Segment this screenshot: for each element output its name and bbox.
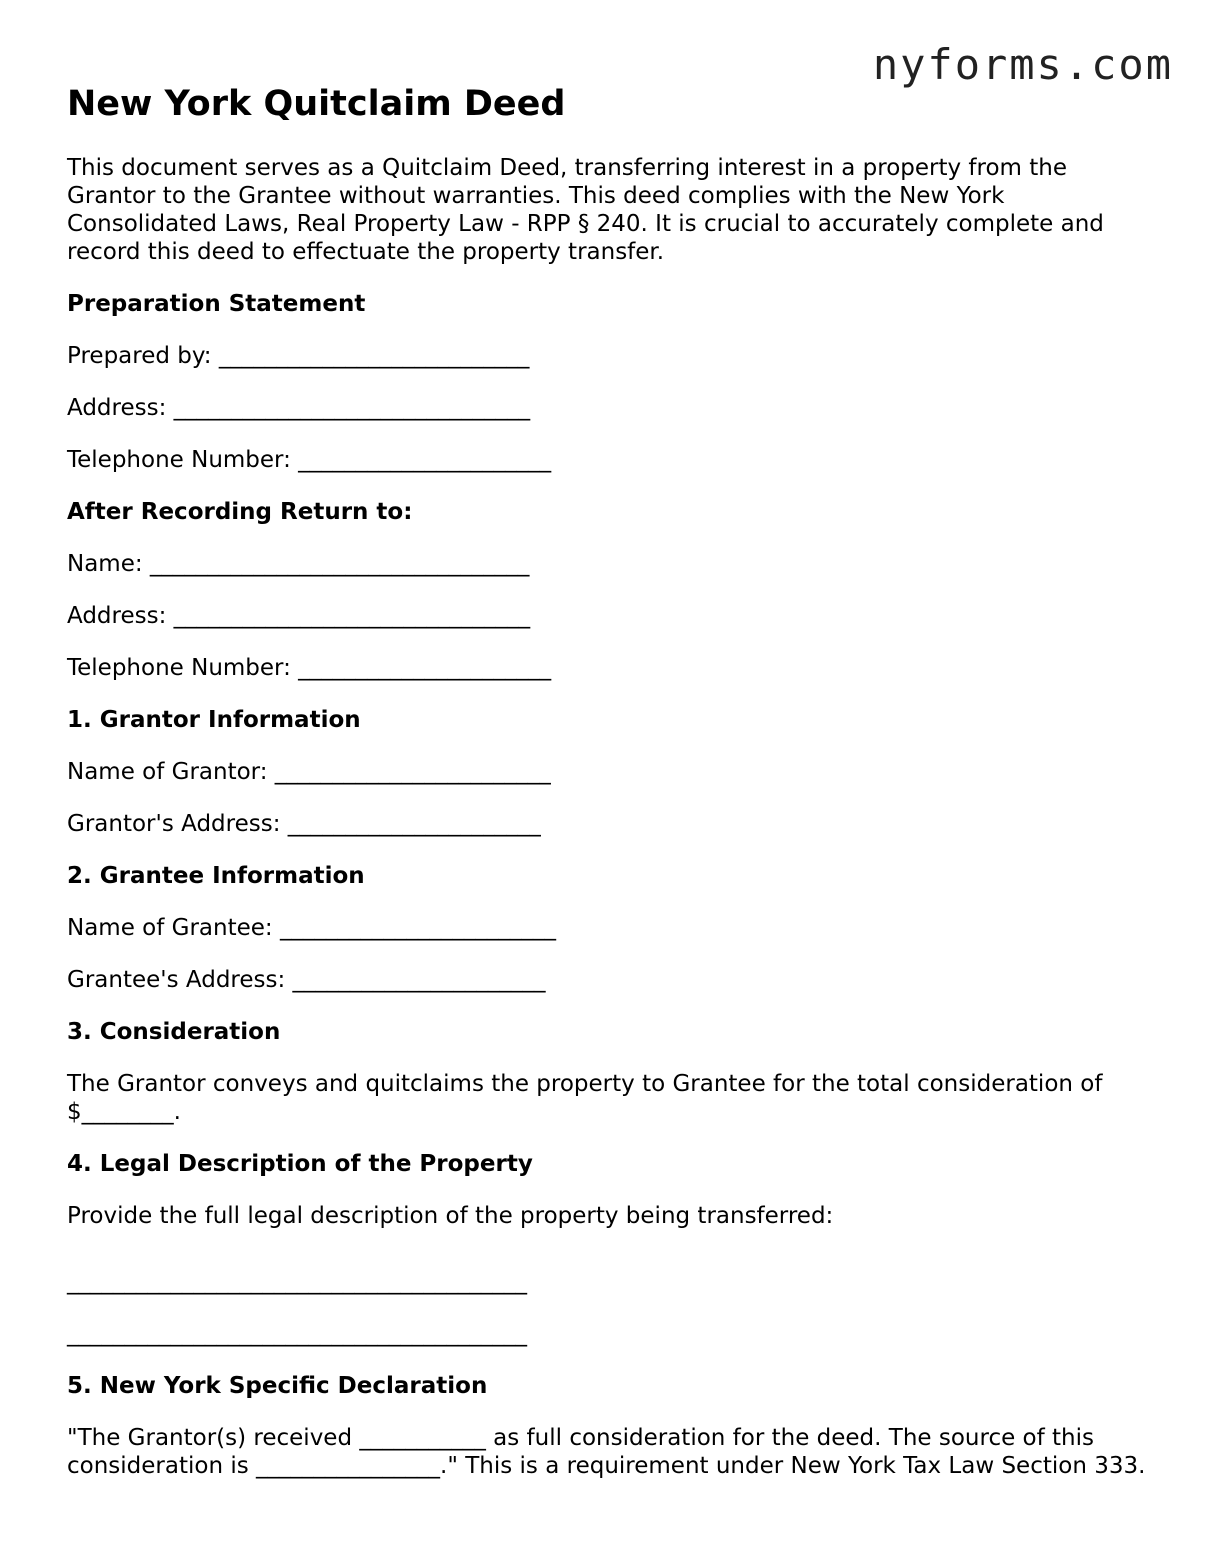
return-name-field[interactable]: Name: _________________________________ (67, 551, 530, 577)
page-title: New York Quitclaim Deed (67, 84, 566, 124)
legal-description-line-1[interactable]: ________________________________________ (67, 1269, 527, 1295)
grantee-name-field[interactable]: Name of Grantee: ________________________ (67, 915, 556, 941)
intro-paragraph: This document serves as a Quitclaim Deed, transferring interest in a property from the Grantor to the Grantee without warranties. This deed complies with the New York Consolidated Laws, Real Property Law - RPP § 240. It is crucial to accurately complete and record this deed to effectuate the property transfer. (67, 155, 1104, 265)
legal-description-text: Provide the full legal description of the property being transferred: (67, 1203, 834, 1229)
return-telephone-field[interactable]: Telephone Number: ______________________ (67, 655, 552, 681)
return-address-field[interactable]: Address: _______________________________ (67, 603, 531, 629)
return-to-heading: After Recording Return to: (67, 499, 413, 525)
declaration-text[interactable]: "The Grantor(s) received ___________ as full consideration for the deed. The source of this consideration is ________________." This is a requirement under New York Tax Law Section 333. (67, 1425, 1146, 1479)
grantor-name-field[interactable]: Name of Grantor: ________________________ (67, 759, 551, 785)
preparation-heading: Preparation Statement (67, 291, 366, 317)
consideration-heading: 3. Consideration (67, 1019, 281, 1045)
site-watermark: nyforms.com (872, 40, 1173, 89)
grantor-address-field[interactable]: Grantor's Address: ______________________ (67, 811, 541, 837)
grantee-address-field[interactable]: Grantee's Address: ______________________ (67, 967, 546, 993)
grantor-heading: 1. Grantor Information (67, 707, 361, 733)
preparer-telephone-field[interactable]: Telephone Number: ______________________ (67, 447, 552, 473)
declaration-heading: 5. New York Specific Declaration (67, 1373, 488, 1399)
document-body (67, 82, 1147, 1480)
grantee-heading: 2. Grantee Information (67, 863, 365, 889)
prepared-by-field[interactable]: Prepared by: ___________________________ (67, 343, 530, 369)
legal-description-line-2[interactable]: ________________________________________ (67, 1321, 527, 1347)
legal-description-heading: 4. Legal Description of the Property (67, 1151, 533, 1177)
preparer-address-field[interactable]: Address: _______________________________ (67, 395, 531, 421)
consideration-text[interactable]: The Grantor conveys and quitclaims the property to Grantee for the total consideration of $________. (67, 1071, 1103, 1125)
